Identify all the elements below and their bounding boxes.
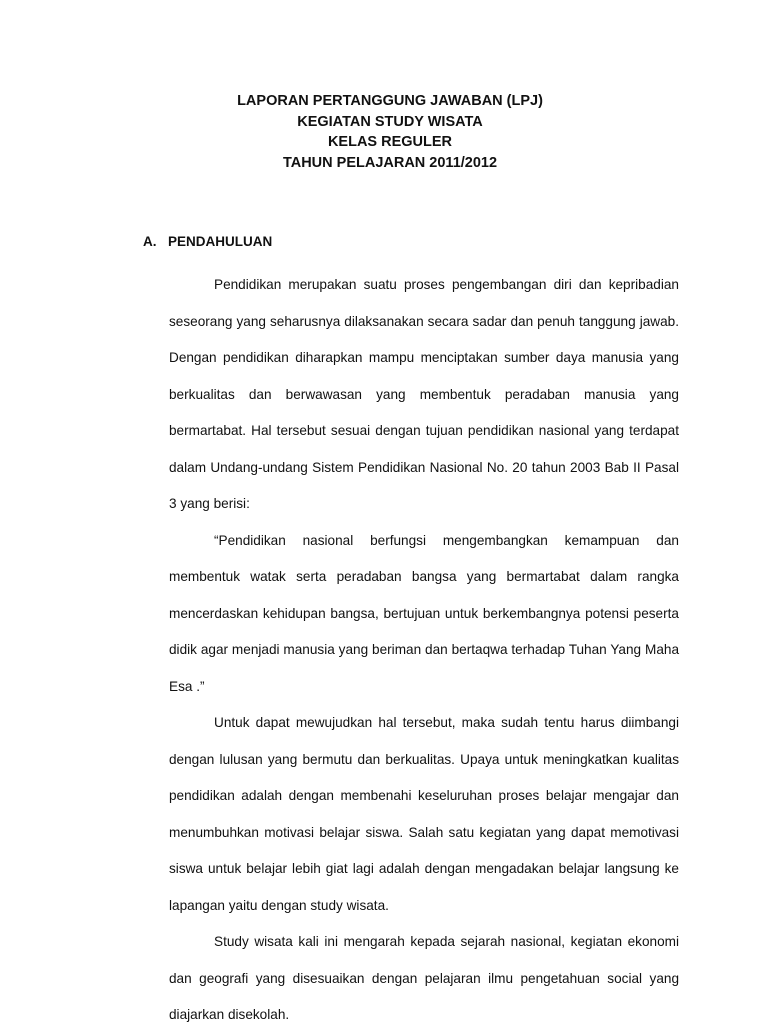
title-line-2: KEGIATAN STUDY WISATA <box>297 113 483 130</box>
title-line-1: LAPORAN PERTANGGUNG JAWABAN (LPJ) <box>237 93 543 109</box>
section-heading-text: PENDAHULUAN <box>168 234 273 249</box>
title-line-4: TAHUN PELAJARAN 2011/2012 <box>282 154 498 171</box>
body-text <box>169 267 679 1034</box>
section-letter: A. <box>143 234 157 249</box>
paragraph-quote: “Pendidikan nasional berfungsi mengembangkan kemampuan dan membentuk watak serta peradaban bangsa yang bermartabat dalam rangka mencerdaskan kehidupan bangsa, bertujuan untuk berkembangnya potensi peserta didik agar menjadi manusia yang beriman dan bertaqwa terhadap Tuhan Yang Maha Esa .” <box>169 532 679 694</box>
section-heading <box>143 233 272 251</box>
document-title <box>0 91 768 173</box>
title-line-3: KELAS REGULER <box>327 134 453 150</box>
paragraph-motivation: Untuk dapat mewujudkan hal tersebut, maka sudah tentu harus diimbangi dengan lulusan yang bermutu dan berkualitas. Upaya untuk meningkatkan kualitas pendidikan adalah dengan membenahi keseluruhan proses belajar mengajar dan menumbuhkan motivasi belajar siswa. Salah satu kegiatan yang dapat memotivasi siswa untuk belajar lebih giat lagi adalah dengan mengadakan belajar langsung ke lapangan yaitu dengan study wisata. <box>169 715 679 913</box>
paragraph-intro: Pendidikan merupakan suatu proses pengembangan diri dan kepribadian seseorang yang seharusnya dilaksanakan secara sadar dan penuh tanggung jawab. Dengan pendidikan diharapkan mampu menciptakan sumber daya manusia yang berkualitas dan berwawasan yang membentuk peradaban manusia yang bermartabat. Hal tersebut sesuai dengan tujuan pendidikan nasional yang terdapat dalam Undang-undang Sistem Pendidikan Nasional No. 20 tahun 2003 Bab II Pasal 3 yang berisi: <box>169 277 679 511</box>
paragraph-study-tour: Study wisata kali ini mengarah kepada sejarah nasional, kegiatan ekonomi dan geografi yang disesuaikan dengan pelajaran ilmu pengetahuan social yang diajarkan disekolah. <box>169 934 679 1022</box>
